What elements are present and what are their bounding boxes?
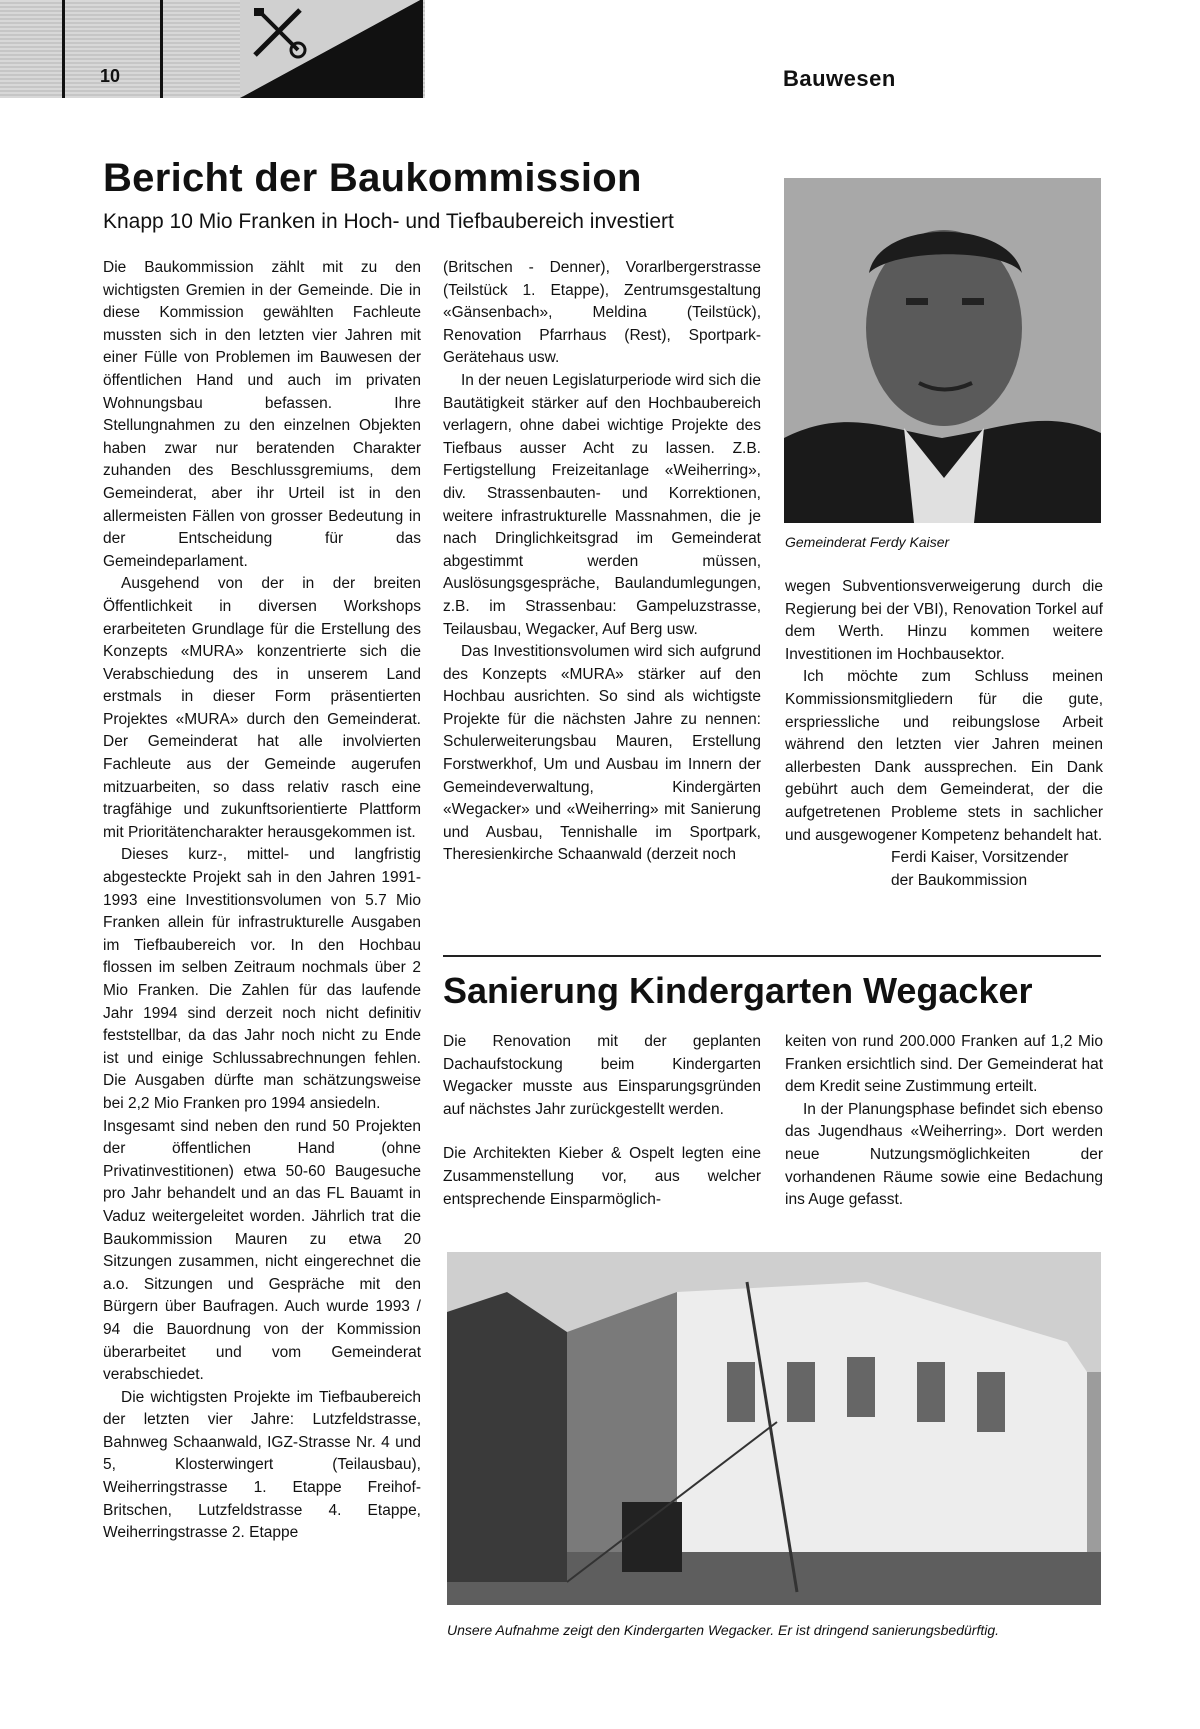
section-title: Bauwesen (783, 66, 896, 91)
header-divider (62, 0, 65, 98)
paragraph: In der Planungsphase befindet sich ebenso das Jugendhaus «Weiherring». Dort werden neue Nutzungsmöglichkeiten der vorhandenen Räume sowie eine Bedachung ins Auge gefasst. (785, 1100, 1103, 1209)
paragraph: Ausgehend von der in der breiten Öffentlichkeit in diversen Workshops erarbeiteten Grundlage für die Erstellung des Konzepts «MURA» konzentrierte sich die Verabschiedung des in unserem Land erstmals in dieser Form präsentierten Projektes «MURA» durch den Gemeinderat. Der Gemeinderat hat alle involvierten Fachleute aus der Gemeinde augerufen mitzuarbeiten, so dass relativ rasch eine tragfähige und zukunftsorientierte Plattform mit Prioritätencharakter herausgekommen ist. (103, 575, 421, 841)
paragraph: In der neuen Legislaturperiode wird sich die Bautätigkeit stärker auf den Hochbaubereich verlagern, ohne dabei wichtige Projekte des Tiefbaus ausser Acht zu lassen. Z.B. Fertigstellung Freizeitanlage «Weiherring», div. Strassenbauten- und Korrektionen, weitere infrastrukturelle Massnahmen, die je nach Dringlichkeitsgrad im Gemeinderat abgestimmt werden müssen, Auslösungsgespräche, Baulandumlegungen, z.B. im Strassenbau: Gampeluzstrasse, Teilausbau, Wegacker, Auf Berg usw. (443, 371, 761, 638)
paragraph: Insgesamt sind neben den rund 50 Projekten der öffentlichen Hand (ohne Privatinvestitionen) etwa 50-60 Baugesuche pro Jahr behandelt und an das FL Bauamt in Vaduz weitergeleitet worden. Jährlich trat die Baukommission Mauren zu etwa 20 Sitzungen zusammen, nicht eingerechnet die a.o. Sitzungen und Gespräche mit den Bürgern über Baufragen. Auch wurde 1993 / 94 die Bauordnung von der Kommission überarbeitet und vom Gemeinderat verabschiedet. (103, 1117, 421, 1384)
header-divider (420, 0, 423, 98)
header-divider (160, 0, 163, 98)
signature-line: der Baukommission (891, 871, 1028, 889)
article-title: Sanierung Kindergarten Wegacker (443, 970, 1033, 1011)
photo-caption: Unsere Aufnahme zeigt den Kindergarten Wegacker. Er ist dringend sanierungsbedürftig. (447, 1622, 1000, 1638)
paragraph: (Britschen - Denner), Vorarlbergerstrasse (Teilstück 1. Etappe), Zentrumsgestaltung «Gänsenbach», Meldina (Teilstück), Renovation Pfarrhaus (Rest), Sportpark-Gerätehaus usw. (443, 259, 761, 367)
paragraph: Die Baukommission zählt mit zu den wichtigsten Gremien in der Gemeinde. Die in diese Kommission gewählten Fachleute mussten sich in den letzten vier Jahren mit einer Fülle von Problemen im Bauwesen der öffentlichen Hand und auch im privaten Wohnungsbau befassen. Ihre Stellungnahmen zu den einzelnen Objekten haben zwar nur beratenden Charakter zuhanden des Beschlussgremiums, dem Gemeinderat, aber ihr Urteil ist in den allermeisten Fällen von grosser Bedeutung in der Entscheidung für das Gemeindeparlament. (103, 259, 421, 570)
paragraph: Die wichtigsten Projekte im Tiefbaubereich der letzten vier Jahre: Lutzfeldstrasse, Bahnweg Schaanwald, IGZ-Strasse Nr. 4 und 5, Klosterwingert (Teilausbau), Weiherringstrasse 1. Etappe Freihof-Britschen, Lutzfeldstrasse 4. Etappe, Weiherringstrasse 2. Etappe (103, 1388, 421, 1542)
article-column-2 (785, 1031, 1103, 1212)
article-column-2 (443, 257, 761, 867)
paragraph: wegen Subventionsverweigerung durch die Regierung bei der VBI), Renovation Torkel auf dem Werth. Hinzu kommen weitere Investitionen im Hochbausektor. (785, 578, 1103, 663)
article-column-3 (785, 576, 1103, 892)
paragraph: Dieses kurz-, mittel- und langfristig abgesteckte Projekt sah in den Jahren 1991-1993 eine Investitionsvolumen von 5.7 Mio Franken allein für infrastrukturelle Ausgaben im Tiefbaubereich vor. In den Hochbau flossen im selben Zeitraum nochmals über 2 Mio Franken. Die Zahlen für das laufende Jahr 1994 sind derzeit noch nicht definitiv feststellbar, da das Jahr noch nicht zu Ende ist und einige Schlussabrechnungen fehlen. Die Ausgaben dürfte man schätzungsweise bei 2,2 Mio Franken pro 1994 ansiedeln. (103, 846, 421, 1112)
paragraph: Die Architekten Kieber & Ospelt legten eine Zusammenstellung vor, aus welcher entsprechende Einsparmöglich- (443, 1145, 761, 1208)
article-column-1 (103, 257, 421, 1545)
paragraph: Ich möchte zum Schluss meinen Kommissionsmitgliedern für die gute, erspriessliche und reibungslose Arbeit während den letzten vier Jahren meinen allerbesten Dank aussprechen. Ein Dank gebührt auch dem Gemeinderat, der die aufgetretenen Probleme stets in sachlicher und ausgewogener Kompetenz behandelt hat. (785, 668, 1103, 844)
article-title: Bericht der Baukommission (103, 156, 642, 200)
portrait-caption: Gemeinderat Ferdy Kaiser (785, 534, 950, 550)
article-divider (443, 955, 1101, 957)
article-subtitle: Knapp 10 Mio Franken in Hoch- und Tiefbaubereich investiert (103, 210, 674, 233)
signature-line: Ferdi Kaiser, Vorsitzender (891, 849, 1069, 867)
page-number: 10 (100, 66, 121, 86)
paragraph: Die Renovation mit der geplanten Dachaufstockung beim Kindergarten Wegacker musste aus Einsparungsgründen auf nächstes Jahr zurückgestellt werden. (443, 1033, 761, 1118)
paragraph: Das Investitionsvolumen wird sich aufgrund des Konzepts «MURA» stärker auf den Hochbau ausrichten. So sind als wichtigste Projekte für die nächsten Jahre zu nennen: Schulerweiterungsbau Mauren, Erstellung Forstwerkhof, Um und Ausbau im Innern der Gemeindeverwaltung, Kindergärten «Wegacker» und «Weiherring» mit Sanierung und Ausbau, Tennishalle im Sportpark, Theresienkirche Schaanwald (derzeit noch (443, 643, 761, 864)
construction-emblem-icon (240, 0, 420, 98)
kindergarten-photo (447, 1252, 1101, 1605)
article-column-1 (443, 1031, 761, 1211)
portrait-photo (784, 178, 1101, 523)
paragraph: keiten von rund 200.000 Franken auf 1,2 Mio Franken ersichtlich sind. Der Gemeinderat hat dem Kredit seine Zustimmung erteilt. (785, 1033, 1103, 1096)
